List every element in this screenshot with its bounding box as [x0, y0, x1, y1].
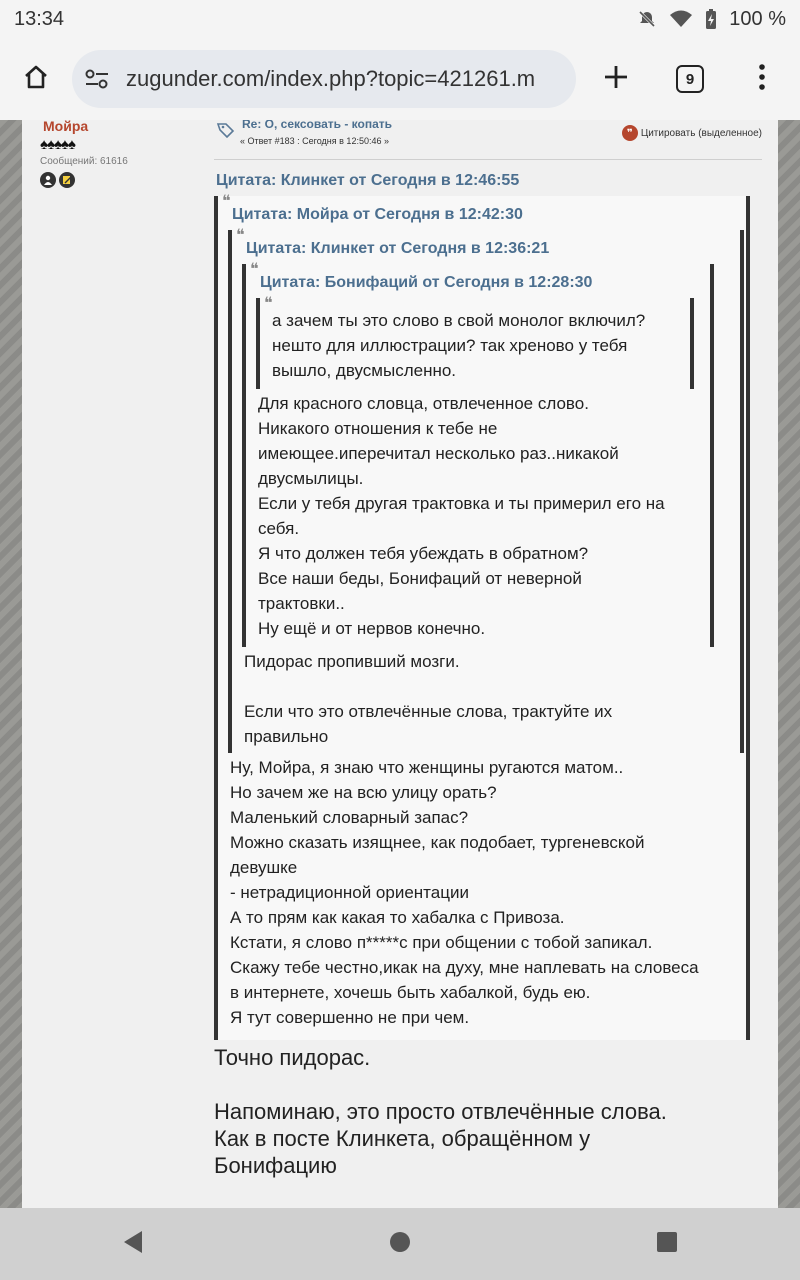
home-icon	[22, 63, 50, 96]
quote-mark-icon: ❝	[222, 191, 231, 210]
message-icon[interactable]	[59, 172, 75, 188]
poster-info	[40, 120, 210, 188]
quote-text: Пидорас пропивший мозги. Если что это отвлечённые слова, трактуйте их правильно	[244, 652, 613, 746]
quote-mark-icon: ❝	[264, 293, 273, 312]
topic-icon	[216, 120, 236, 143]
recents-icon	[656, 1231, 678, 1258]
back-icon	[121, 1229, 145, 1260]
reply-info: « Ответ #183 : Сегодня в 12:50:46 »	[240, 136, 389, 146]
poster-name[interactable]: Мойра	[43, 120, 89, 134]
quote-button-label: Цитировать (выделенное)	[640, 127, 762, 139]
tab-switcher-button[interactable]	[656, 38, 724, 120]
forum-post	[22, 120, 778, 1208]
address-bar[interactable]	[72, 50, 576, 108]
quote-header[interactable]: Цитата: Бонифаций от Сегодня в 12:28:30	[260, 274, 593, 291]
home-circle-icon	[388, 1230, 412, 1259]
browser-toolbar	[0, 38, 800, 120]
quote-icon: ❞	[622, 125, 638, 141]
menu-icon	[758, 64, 766, 95]
post-header	[214, 120, 762, 160]
page-background	[0, 120, 22, 1208]
quote-block	[228, 225, 744, 753]
quote-block	[256, 293, 694, 389]
message-count: Сообщений: 61616	[40, 156, 128, 167]
status-time: 13:34	[14, 7, 65, 30]
reply-text: Точно пидорас. Напоминаю, это просто отвлечённые слова. Как в посте Клинкета, обращённом у Бонифацию	[214, 1045, 667, 1178]
new-tab-button[interactable]	[576, 38, 656, 120]
quote-header[interactable]: Цитата: Клинкет от Сегодня в 12:36:21	[246, 240, 550, 257]
url-text[interactable]: zugunder.com/index.php?topic=421261.m	[126, 66, 536, 91]
recents-button[interactable]	[627, 1208, 707, 1280]
home-nav-button[interactable]	[360, 1208, 440, 1280]
page-background	[778, 120, 800, 1208]
battery-level: 100 %	[729, 7, 786, 30]
quote-header[interactable]: Цитата: Мойра от Сегодня в 12:42:30	[232, 206, 523, 223]
tab-count: 9	[685, 70, 695, 88]
quote-block	[242, 259, 714, 647]
quote-block	[214, 191, 750, 1040]
quote-selected-button[interactable]	[622, 125, 762, 141]
quote-text: Ну, Мойра, я знаю что женщины ругаются матом.. Но зачем же на всю улицу орать? Маленький словарный запас? Можно сказать изящнее, как подобает, тургеневской девушке - нетрадиционной ориентации А то прям как какая то хабалка с Привоза. Кстати, я слово п*****с при общении с тобой запикал. Скажу тебе честно,икак на духу, мне наплевать на словеса в интернете, хочешь быть хабалкой, будь ею. Я тут совершенно не при чем.	[230, 758, 699, 1027]
battery-icon	[705, 8, 717, 30]
wifi-icon	[669, 9, 693, 29]
quote-header[interactable]: Цитата: Клинкет от Сегодня в 12:46:55	[216, 172, 520, 189]
browser-menu-button[interactable]	[724, 38, 800, 120]
home-button[interactable]	[0, 38, 72, 120]
quote-text: а зачем ты это слово в свой монолог включил? нешто для иллюстрации? так хреново у тебя вышло, двусмысленно.	[272, 311, 646, 380]
web-page	[0, 120, 800, 1208]
new-tab-icon	[603, 64, 629, 95]
status-bar	[0, 0, 800, 38]
notifications-off-icon	[637, 9, 657, 29]
post-body	[214, 172, 770, 1179]
system-nav-bar	[0, 1208, 800, 1280]
post-subject-link[interactable]: Re: О, сексовать - копать	[242, 120, 393, 131]
quote-mark-icon: ❝	[236, 225, 245, 244]
rank-stars: ♠♠♠♠♠	[40, 136, 75, 153]
profile-icon[interactable]	[40, 172, 56, 188]
tab-switcher-icon	[676, 65, 704, 93]
back-button[interactable]	[93, 1208, 173, 1280]
quote-text: Для красного словца, отвлеченное слово. Никакого отношения к тебе не имеющее.иперечитал несколько раз..никакой двусмылицы. Если у тебя другая трактовка и ты примерил его на себя. Я что должен тебя убеждать в обратном? Все наши беды, Бонифаций от неверной трактовки.. Ну ещё и от нервов конечно.	[258, 394, 665, 638]
site-settings-icon[interactable]	[84, 68, 116, 90]
quote-mark-icon: ❝	[250, 259, 259, 278]
